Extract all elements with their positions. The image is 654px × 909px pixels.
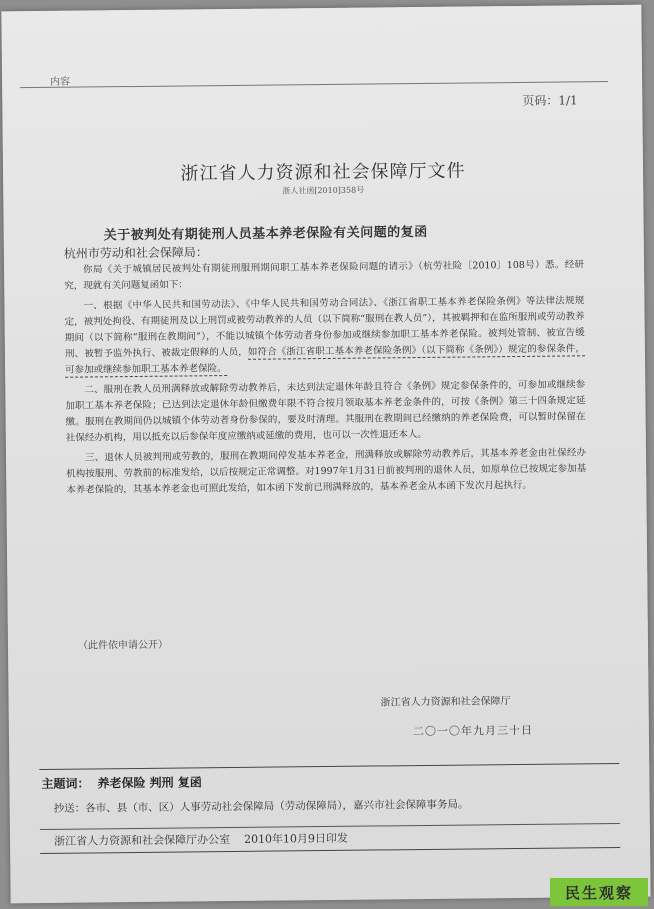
issuer-name: 浙江省人力资源和社会保障厅办公室	[53, 833, 231, 848]
page-indicator: 页码：1/1	[522, 93, 578, 108]
cc-line	[42, 795, 582, 817]
document-title: 浙江省人力资源和社会保障厅文件	[180, 160, 466, 185]
paragraph-1	[64, 293, 585, 378]
content-label: 内容	[50, 76, 71, 88]
paragraph-intro: 你局《关于城镇居民被判处有期徒刑服刑期间职工基本养老保险问题的请示》（杭劳社险〔2010〕108号）悉。经研究，现就有关问题复函如下：	[64, 259, 585, 292]
issuer-line	[54, 830, 348, 849]
topic-label: 主题词：	[41, 776, 90, 791]
document-body	[64, 257, 586, 502]
paragraph-2: 二、服刑在教人员刑满释放或解除劳动教养后，未达到法定退休年龄且符合《条例》规定参保条件的，可参加或继续参加职工基本养老保险；已达到法定退休年龄但缴费年限不符合按月领取基本养老金条件的，可按《条例》第三十四条规定延缴。服刑在教期间仍以城镇个体劳动者身份参保的，要及时清理。其服刑在教期间已经缴纳的养老保险费，可以暂时保留在社保经办机构，用以抵充以后参保年度应缴纳或延缴的费用，也可以一次性退还本人。	[65, 379, 586, 444]
document-page	[1, 5, 650, 904]
signature-date: 二〇一〇年九月三十日	[412, 723, 533, 739]
document-number: 浙人社函[2010]358号	[282, 185, 365, 196]
watermark-logo: 民生观察	[550, 878, 648, 906]
header-divider	[20, 81, 608, 88]
footer-divider-top	[39, 763, 619, 770]
document-subject: 关于被判处有期徒刑人员基本养老保险有关问题的复函	[103, 224, 428, 244]
topic-keywords: 养老保险 判刑 复函	[97, 775, 202, 791]
footer-divider-middle	[40, 823, 620, 830]
disclosure-note: （此件依申请公开）	[77, 639, 169, 652]
addressee: 杭州市劳动和社会保障局：	[63, 245, 208, 261]
topic-words	[41, 773, 202, 792]
signature-org: 浙江省人力资源和社会保障厅	[380, 696, 511, 709]
cc-label: 抄送：	[53, 802, 86, 815]
cc-text: 各市、县（市、区）人事劳动社会保障局（劳动保障局），嘉兴市社会保障事务局。	[85, 798, 469, 815]
paragraph-3: 三、退休人员被判刑或劳教的，服刑在教期间停发基本养老金，刑满释放或解除劳动教养后，其基本养老金由社保经办机构按服刑、劳教前的标准发给，以后按规定正常调整。对1997年1月31日前被判刑的退休人员，如原单位已按规定参加基本养老保险的，其基本养老金也可照此发给，如本函下发前已刑满释放的，基本养老金从本函下发次月起执行。	[66, 447, 587, 496]
paragraph-1-highlight: 如符合《浙江省职工基本养老保险条例》（以下简称《条例》）规定的参保条件，可参加或继续参加职工基本养老保险。	[65, 343, 585, 376]
issue-date: 2010年10月9日印发	[243, 831, 349, 846]
paragraph-1-text: 一、根据《中华人民共和国劳动法》、《中华人民共和国劳动合同法》、《浙江省职工基本养老保险条例》等法律法规规定，被判处拘役、有期徒刑及以上刑罚或被劳动教养的人员（以下简称“服刑在教人员”），其被羁押和在监所服刑或劳动教养期间（以下简称“服刑在教期间”），不能以城镇个体劳动者身份参加或继续参加职工基本养老保险。被判处管制、被宣告缓刑、被暂予监外执行、被裁定假释的人员，	[64, 295, 585, 360]
